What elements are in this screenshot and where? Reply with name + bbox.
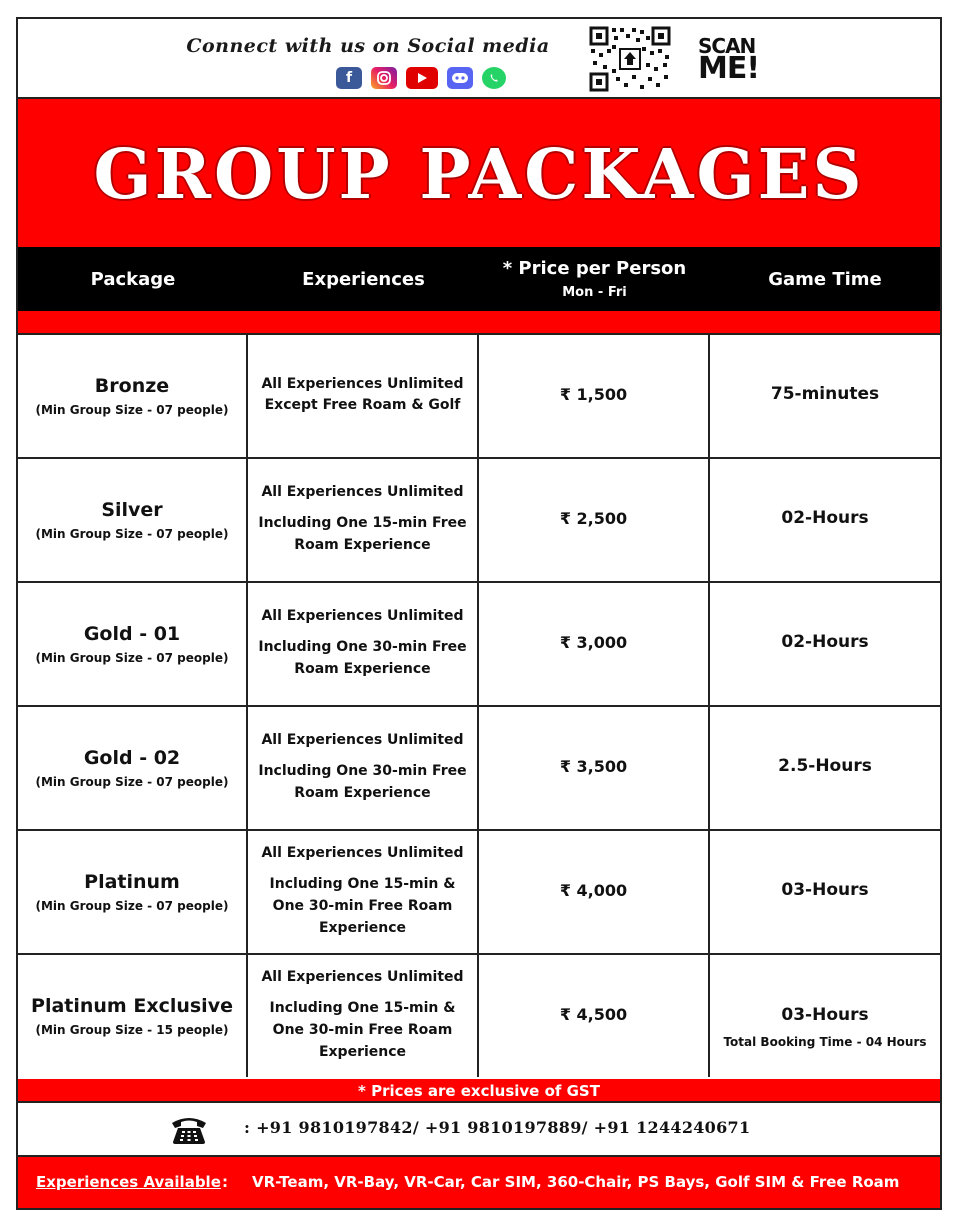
price-value: ₹ 3,500: [559, 756, 628, 776]
package-min-size: (Min Group Size - 15 people): [35, 1023, 229, 1037]
package-cell: [18, 707, 248, 829]
price-cell: [479, 583, 710, 705]
price-cell: [479, 955, 710, 1077]
telephone-icon: [170, 1113, 208, 1145]
package-name: Silver: [101, 499, 163, 521]
experiences-line1: All Experiences Unlimited: [261, 608, 464, 624]
experiences-line2: Including One 15-min & One 30-min Free Roam Experience: [269, 876, 456, 936]
package-min-size: (Min Group Size - 07 people): [35, 651, 229, 665]
game-time-value: 2.5-Hours: [778, 756, 872, 776]
social-header: [18, 19, 940, 99]
experiences-line1: All Experiences Unlimited: [261, 845, 464, 861]
price-value: ₹ 4,000: [559, 880, 628, 900]
table-row: [18, 459, 940, 583]
price-sheet: [16, 17, 942, 1210]
experiences-line1: All Experiences Unlimited: [261, 376, 464, 392]
contact-bar: [18, 1103, 940, 1157]
gst-note: * Prices are exclusive of GST: [18, 1079, 940, 1103]
scan-me-label: SCAN ME!: [698, 34, 760, 86]
header-divider-bar: [18, 311, 940, 335]
social-title: Connect with us on Social media: [186, 35, 550, 57]
package-name: Platinum Exclusive: [31, 995, 233, 1017]
experiences-line1: All Experiences Unlimited: [261, 484, 464, 500]
game-time-cell: [710, 583, 940, 705]
game-time-cell: [710, 831, 940, 953]
banner: [18, 99, 940, 247]
game-time-cell: [710, 955, 940, 1077]
package-table: [18, 335, 940, 1079]
package-min-size: (Min Group Size - 07 people): [35, 403, 229, 417]
table-row: [18, 707, 940, 831]
experiences-cell: [248, 459, 479, 581]
experiences-line2: Including One 30-min Free Roam Experience: [258, 763, 467, 801]
game-time-value: 02-Hours: [781, 632, 869, 652]
package-name: Gold - 02: [83, 747, 181, 769]
package-cell: [18, 955, 248, 1077]
instagram-icon[interactable]: [371, 67, 397, 89]
facebook-icon[interactable]: f: [336, 67, 362, 89]
game-time-cell: [710, 335, 940, 457]
experiences-cell: [248, 831, 479, 953]
package-name: Platinum: [84, 871, 180, 893]
game-time-value: 03-Hours: [781, 880, 869, 900]
discord-icon[interactable]: [447, 67, 473, 89]
package-name: Bronze: [94, 375, 170, 397]
table-row: [18, 955, 940, 1079]
experiences-line1: All Experiences Unlimited: [261, 732, 464, 748]
phone-numbers[interactable]: : +91 9810197842/ +91 9810197889/ +91 1244240671: [244, 1118, 751, 1137]
price-cell: [479, 335, 710, 457]
column-header-experiences: Experiences: [302, 268, 425, 290]
game-time-value: 03-Hours: [781, 1005, 869, 1025]
game-time-cell: [710, 707, 940, 829]
whatsapp-icon[interactable]: [482, 67, 506, 89]
experiences-cell: [248, 955, 479, 1077]
experiences-cell: [248, 335, 479, 457]
youtube-icon[interactable]: [406, 67, 438, 89]
price-value: ₹ 1,500: [559, 384, 628, 404]
game-time-cell: [710, 459, 940, 581]
price-value: ₹ 3,000: [559, 632, 628, 652]
social-icons: [336, 67, 506, 89]
package-cell: [18, 583, 248, 705]
price-cell: [479, 459, 710, 581]
experiences-line2: Including One 15-min Free Roam Experience: [258, 515, 467, 553]
experiences-available-list: VR-Team, VR-Bay, VR-Car, Car SIM, 360-Chair, PS Bays, Golf SIM & Free Roam: [252, 1173, 900, 1191]
package-cell: [18, 335, 248, 457]
column-header-price: * Price per Person Mon - Fri: [502, 258, 687, 300]
price-cell: [479, 831, 710, 953]
experiences-cell: [248, 583, 479, 705]
package-min-size: (Min Group Size - 07 people): [35, 899, 229, 913]
table-row: [18, 831, 940, 955]
column-header-price-sub: Mon - Fri: [562, 285, 627, 300]
package-cell: [18, 831, 248, 953]
experiences-available-colon: :: [222, 1173, 228, 1191]
package-cell: [18, 459, 248, 581]
price-cell: [479, 707, 710, 829]
experiences-line2: Except Free Roam & Golf: [264, 397, 461, 413]
package-min-size: (Min Group Size - 07 people): [35, 527, 229, 541]
column-header-game-time: Game Time: [768, 268, 882, 290]
page-title: GROUP PACKAGES: [93, 135, 865, 215]
column-header-package: Package: [90, 268, 176, 290]
experiences-line2: Including One 15-min & One 30-min Free Roam Experience: [269, 1000, 456, 1060]
experiences-available-label: Experiences Available: [36, 1173, 221, 1191]
experiences-line1: All Experiences Unlimited: [261, 969, 464, 985]
package-name: Gold - 01: [83, 623, 181, 645]
experiences-line2: Including One 30-min Free Roam Experience: [258, 639, 467, 677]
qr-code[interactable]: [588, 25, 672, 93]
experiences-available-bar: [18, 1157, 940, 1208]
game-time-value: 75-minutes: [770, 384, 880, 404]
price-value: ₹ 4,500: [559, 1004, 628, 1024]
package-min-size: (Min Group Size - 07 people): [35, 775, 229, 789]
table-row: [18, 583, 940, 707]
experiences-cell: [248, 707, 479, 829]
price-value: ₹ 2,500: [559, 508, 628, 528]
game-time-value: 02-Hours: [781, 508, 869, 528]
table-header: [18, 247, 940, 311]
game-time-note: Total Booking Time - 04 Hours: [723, 1035, 927, 1049]
table-row: [18, 335, 940, 459]
